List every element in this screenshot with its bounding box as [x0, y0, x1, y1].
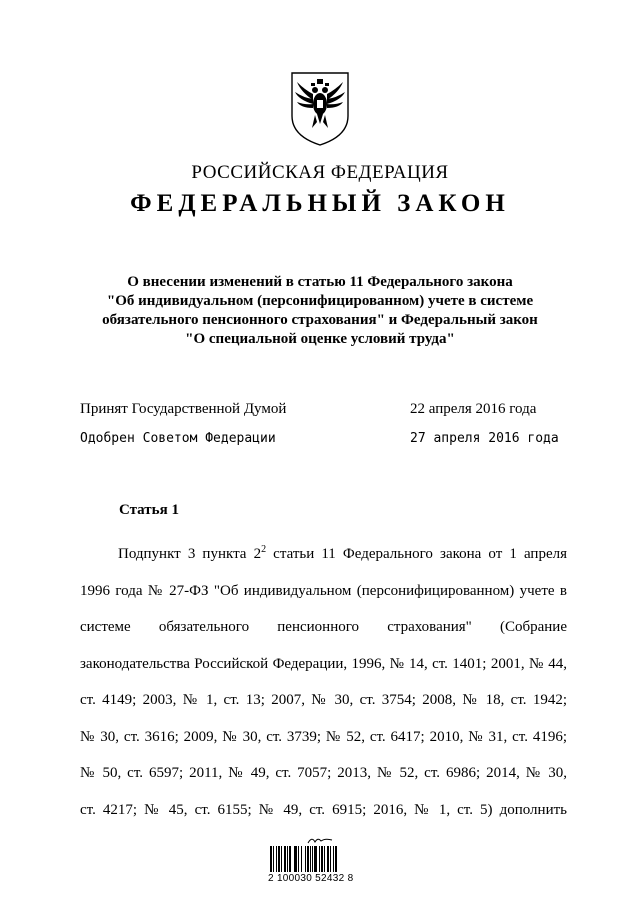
coat-of-arms-emblem [289, 70, 351, 148]
article-line-text: статьи 11 Федерального закона от 1 апреля [266, 546, 567, 562]
barcode-bar [337, 846, 338, 872]
council-date: 27 апреля 2016 года [410, 431, 559, 446]
barcode-number: 2 100030 52432 8 [268, 873, 354, 884]
article-line: системе обязательного пенсионного страхования" (Собрание [80, 619, 567, 635]
law-title-line: "О специальной оценке условий труда" [185, 331, 455, 347]
law-title-line: О внесении изменений в статью 11 Федерального закона [127, 274, 513, 290]
law-title-line: "Об индивидуальном (персонифицированном) учете в системе [106, 293, 534, 309]
article-line: ст. 4149; 2003, № 1, ст. 13; 2007, № 30, ст. 3754; 2008, № 18, ст. 1942; [80, 692, 567, 708]
article-line: ст. 4217; № 45, ст. 6155; № 49, ст. 6915; 2016, № 1, ст. 5) дополнить [80, 801, 567, 818]
article-body [80, 536, 567, 828]
article-line: 1996 года № 27-ФЗ "Об индивидуальном (персонифицированном) учете в [80, 582, 567, 599]
article-line: № 30, ст. 3616; 2009, № 30, ст. 3739; № 52, ст. 6417; 2010, № 31, ст. 4196; [80, 728, 567, 745]
handwritten-mark [306, 834, 334, 846]
superscript: 2 [261, 544, 267, 555]
adoption-block [80, 394, 560, 454]
council-approval-row [80, 424, 560, 454]
article-line: № 50, ст. 6597; 2011, № 49, ст. 7057; 2013, № 52, ст. 6986; 2014, № 30, [80, 765, 567, 781]
duma-adoption-row [80, 394, 560, 424]
law-title-line: обязательного пенсионного страхования" и Федеральный закон [102, 312, 538, 328]
country-name: РОССИЙСКАЯ ФЕДЕРАЦИЯ [191, 162, 449, 183]
council-label: Одобрен Советом Федерации [80, 431, 276, 446]
article-line [80, 536, 567, 573]
duma-label: Принят Государственной Думой [80, 401, 287, 417]
article-line-text: Подпункт 3 пункта 2 [118, 546, 262, 562]
law-title [90, 273, 550, 349]
document-type: ФЕДЕРАЛЬНЫЙ ЗАКОН [130, 190, 510, 217]
article-line: законодательства Российской Федерации, 1996, № 14, ст. 1401; 2001, № 44, [80, 655, 567, 672]
article-heading: Статья 1 [119, 502, 179, 518]
barcode [270, 846, 362, 872]
duma-date: 22 апреля 2016 года [410, 401, 537, 417]
